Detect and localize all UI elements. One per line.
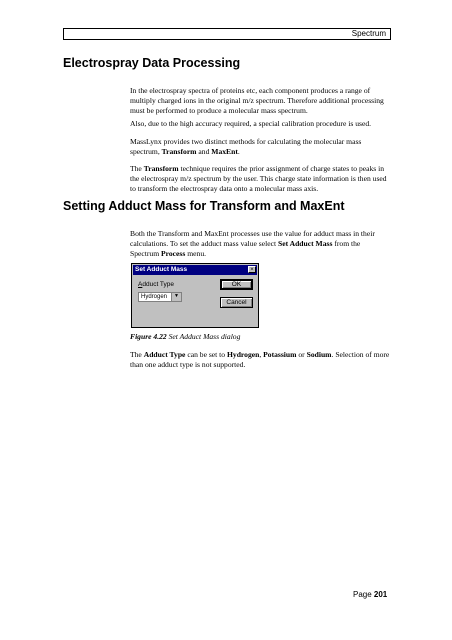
header-box [63,28,391,40]
adduct-type-label: Adduct Type [138,281,175,288]
figure-caption: Figure 4.22 Set Adduct Mass dialog [130,332,241,341]
ok-button[interactable]: OK [220,279,253,290]
dialog-title-bar[interactable] [133,265,257,275]
adduct-type-value: Hydrogen [141,294,168,300]
running-header: Spectrum [351,29,386,38]
chevron-down-icon[interactable]: ▼ [171,293,181,301]
set-adduct-mass-dialog [131,263,259,328]
paragraph-2: Also, due to the high accuracy required, a special calibration procedure is used. [130,119,372,128]
heading-adduct: Setting Adduct Mass for Transform and MaxEnt [63,199,345,213]
page-number: Page 201 [353,590,388,599]
close-icon[interactable]: × [248,266,256,273]
adduct-type-select[interactable] [138,292,182,302]
dialog-title: Set Adduct Mass [135,266,188,273]
paragraph-3: MassLynx provides two distinct methods for calculating the molecular mass spectrum, Transform and MaxEnt. [130,137,362,156]
paragraph-1: In the electrospray spectra of proteins etc, each component produces a range of multiply charged ions in the original m/z spectrum. Therefore additional processing must be performed to produce a molecular mass spectrum. [130,86,384,115]
paragraph-4: The Transform technique requires the prior assignment of charge states to peaks in the electrospray m/z spectrum by the user. This charge state information is then used to transform the electrospray data onto a molecular mass axis. [130,164,387,193]
heading-electrospray: Electrospray Data Processing [63,56,241,70]
paragraph-6: The Adduct Type can be set to Hydrogen, Potassium or Sodium. Selection of more than one adduct type is not supported. [130,350,390,369]
paragraph-5: Both the Transform and MaxEnt processes use the value for adduct mass in their calculations. To set the adduct mass value select Set Adduct Mass from the Spectrum Process menu. [130,229,375,258]
cancel-button[interactable]: Cancel [220,297,253,308]
